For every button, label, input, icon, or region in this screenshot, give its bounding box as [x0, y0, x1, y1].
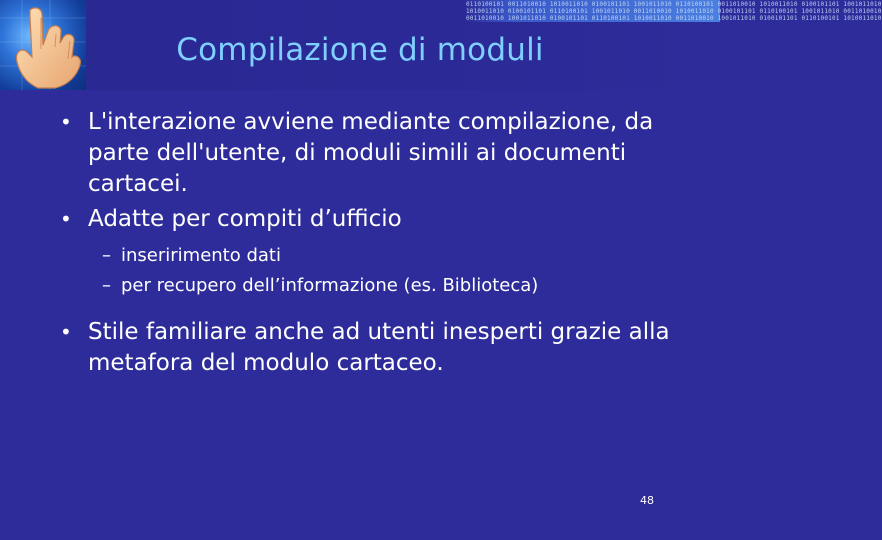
binary-row: 0011010010 1001011010 0100101101 0110100101 1010011010 0011010010 1001011010 0100101101 0110100101 1010011010: [466, 15, 882, 22]
slide-content: [58, 107, 688, 383]
bullet-icon: •: [60, 110, 72, 134]
bullet-icon: •: [60, 320, 72, 344]
binary-row: 0110100101 0011010010 1010011010 0100101101 1001011010 0110100101 0011010010 1010011010 0100101101 1001011010: [466, 1, 882, 8]
dash-icon: –: [102, 275, 111, 296]
slide-title: [0, 32, 720, 68]
page-number: 48: [640, 494, 654, 507]
sub-item-text: per recupero dell’informazione (es. Biblioteca): [121, 275, 539, 296]
sub-item: [102, 241, 688, 271]
bullet-text: Adatte per compiti d’ufficio: [88, 206, 402, 232]
sub-item: [102, 271, 688, 301]
binary-code-strip: [466, 0, 882, 22]
bullet-item: [58, 107, 688, 200]
sub-list: [58, 241, 688, 301]
bullet-item: [58, 317, 688, 379]
slide-title-text: Compilazione di moduli: [176, 32, 544, 68]
binary-row: 1010011010 0100101101 0110100101 1001011010 0011010010 1010011010 0100101101 0110100101 1001011010 0011010010: [466, 8, 882, 15]
bullet-text: L'interazione avviene mediante compilazione, da parte dell'utente, di moduli simili ai documenti cartacei.: [88, 109, 654, 197]
bullet-item: [58, 204, 688, 235]
dash-icon: –: [102, 245, 111, 266]
bullet-icon: •: [60, 207, 72, 231]
sub-item-text: inseririmento dati: [121, 245, 281, 266]
bullet-text: Stile familiare anche ad utenti inesperti grazie alla metafora del modulo cartaceo.: [88, 319, 670, 376]
